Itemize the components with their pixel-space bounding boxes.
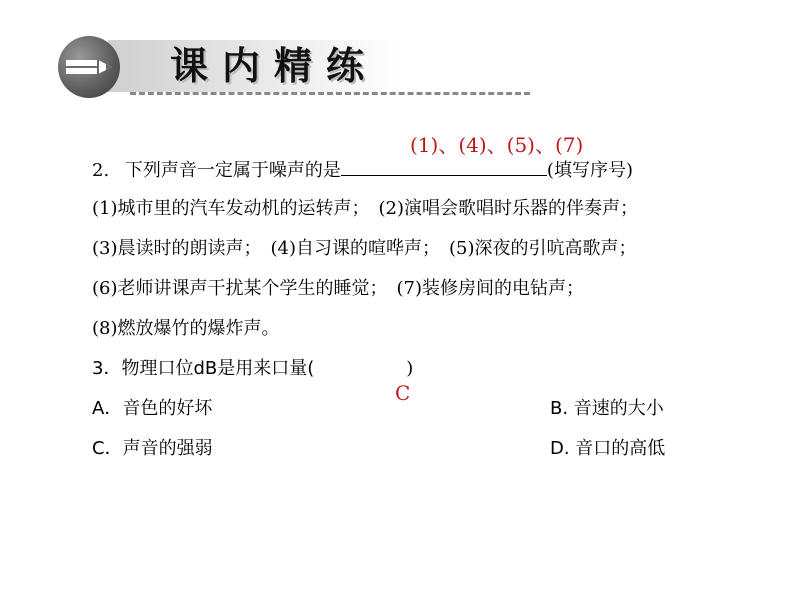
q2-stem-line (92, 157, 633, 183)
q3-option-d: D. 音口的高低 (550, 438, 666, 459)
q3-stem-line (92, 357, 413, 381)
q2-line-4: (8)燃放爆竹的爆炸声。 (92, 318, 280, 339)
pencil-badge-icon (58, 36, 120, 98)
q2-suffix: (填写序号) (546, 160, 633, 181)
q3-option-b: B. 音速的大小 (550, 398, 664, 419)
header-divider (130, 92, 530, 95)
q3-stem: 3．物理口位dB是用来口量( (92, 358, 315, 379)
q3-answer: C (395, 381, 411, 405)
q2-line-3: (6)老师讲课声干扰某个学生的睡觉； (7)装修房间的电钻声； (92, 278, 584, 299)
q2-number: 2. (92, 160, 110, 181)
q2-stem: 下列声音一定属于噪声的是 (124, 160, 341, 181)
q2-answer-blank (341, 157, 547, 176)
q2-answer: (1)、(4)、(5)、(7) (410, 133, 584, 157)
page-title: 课内精练 (170, 44, 379, 88)
q2-line-2: (3)晨读时的朗读声； (4)自习课的喧哗声； (5)深夜的引吭高歌声； (92, 238, 637, 259)
q3-close-paren: ) (406, 358, 414, 379)
section-header (0, 0, 800, 110)
q3-option-c: C．声音的强弱 (92, 438, 213, 459)
q3-option-a: A．音色的好坏 (92, 398, 213, 419)
q2-line-1: (1)城市里的汽车发动机的运转声； (2)演唱会歌唱时乐器的伴奏声； (92, 198, 638, 219)
